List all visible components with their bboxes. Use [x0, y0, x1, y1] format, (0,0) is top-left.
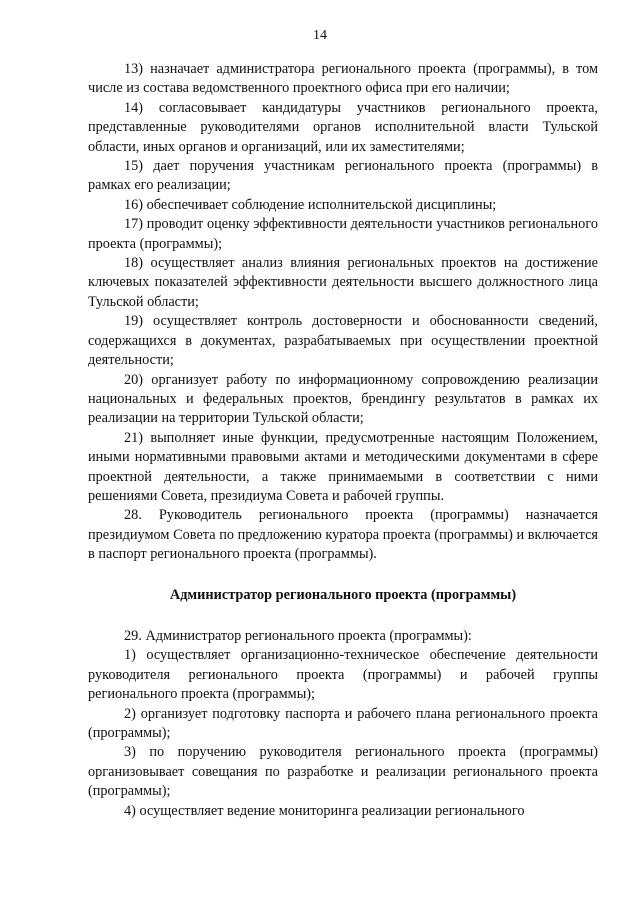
list-item: 13) назначает администратора регионального проекта (программы), в том числе из состава ведомственного проектного офиса при его наличии; — [88, 61, 598, 97]
page-number: 14 — [313, 28, 327, 43]
list-item: 17) проводит оценку эффективности деятельности участников регионального проекта (программы); — [88, 216, 598, 252]
paragraph-28: 28. Руководитель регионального проекта (программы) назначается президиумом Совета по предложению куратора проекта (программы) и включается в паспорт регионального проекта (программы). — [88, 507, 598, 563]
list-item: 2) организует подготовку паспорта и рабочего плана регионального проекта (программы); — [88, 705, 598, 741]
list-item: 21) выполняет иные функции, предусмотренные настоящим Положением, иными нормативными правовыми актами и методическими документами в сфере проектной деятельности, а также принимаемыми в соответствии с ними решениями Совета, президиума Совета и рабочей группы. — [88, 429, 598, 504]
list-item: 3) по поручению руководителя регионального проекта (программы) организовывает совещания по разработке и реализации регионального проекта (программы); — [88, 744, 598, 800]
list-item: 16) обеспечивает соблюдение исполнительской дисциплины; — [124, 196, 497, 213]
paragraph-29: 29. Администратор регионального проекта (программы): — [124, 627, 472, 644]
list-item: 14) согласовывает кандидатуры участников регионального проекта, представленные руководителями органов исполнительной власти Тульской области, иных органов и организаций, или их заместителями; — [88, 99, 598, 155]
list-item: 20) организует работу по информационному сопровождению реализации национальных и федеральных проектов, брендингу результатов в рамках их реализации на территории Тульской области; — [88, 371, 598, 427]
list-item: 4) осуществляет ведение мониторинга реализации регионального — [124, 802, 525, 819]
list-item: 15) дает поручения участникам регионального проекта (программы) в рамках его реализации; — [88, 158, 598, 194]
list-item: 1) осуществляет организационно-техническое обеспечение деятельности руководителя регионального проекта (программы) и рабочей группы регионального проекта (программы); — [88, 647, 598, 703]
list-item: 18) осуществляет анализ влияния региональных проектов на достижение ключевых показателей эффективности деятельности высшего должностного лица Тульской области; — [88, 255, 598, 310]
document-body — [88, 60, 598, 821]
list-item: 19) осуществляет контроль достоверности и обоснованности сведений, содержащихся в документах, разрабатываемых при осуществлении проектной деятельности; — [88, 313, 598, 369]
section-heading: Администратор регионального проекта (программы) — [169, 586, 517, 603]
